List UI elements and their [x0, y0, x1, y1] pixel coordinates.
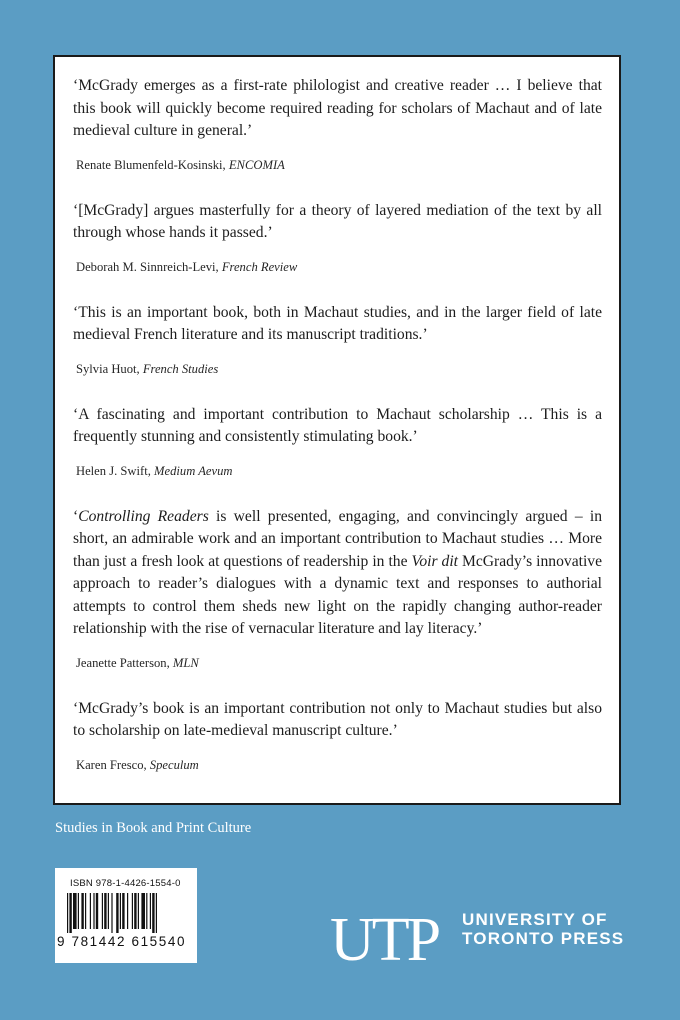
utp-logo-icon	[330, 905, 450, 965]
barcode-digits: 9 781442 615540	[57, 934, 187, 949]
blurb-quote: ‘[McGrady] argues masterfully for a theory of layered mediation of the text by all through whose hands it passed.’	[73, 201, 602, 241]
blurb-huot	[73, 302, 602, 377]
quote-work-title: Voir dit	[411, 552, 458, 570]
barcode-bar	[69, 893, 71, 933]
blurb-author: Karen Fresco,	[76, 757, 150, 772]
blurb-source: MLN	[172, 655, 199, 670]
blurb-source: French Review	[221, 259, 298, 274]
blurb-author: Deborah M. Sinnreich-Levi,	[76, 259, 222, 274]
barcode-bar	[78, 893, 79, 929]
barcode-bar	[141, 893, 145, 929]
blurb-quote	[73, 506, 602, 641]
quote-middle: is well presented, engaging, and convincingly argued – in short, an admirable work and an important contribution to Machaut studies … More than just a fresh look at questions of readership in the	[73, 507, 602, 570]
blurb-fresco	[73, 698, 602, 773]
quote-book-title: Controlling Readers	[78, 507, 209, 525]
barcode-bar	[122, 893, 124, 929]
barcode-bars	[67, 893, 187, 933]
blurb-source: ENCOMIA	[228, 157, 285, 172]
barcode-bar	[102, 893, 103, 929]
isbn-barcode	[55, 868, 197, 963]
blurb-source: Medium Aevum	[154, 463, 233, 478]
quote-end: McGrady’s innovative approach to reader’s dialogues with a dynamic text and responses to authorial attempts to control them sheds new light on the rapidly changing author-reader relationship with the rise of vernacular literature and lay literacy.’	[73, 552, 602, 637]
barcode-bar	[67, 893, 68, 933]
blurb-attribution	[76, 259, 602, 275]
barcode-bar	[138, 893, 139, 929]
barcode-bar	[120, 893, 121, 929]
blurb-quote: ‘A fascinating and important contribution to Machaut scholarship … This is a frequently stunning and consistently stimulating book.’	[73, 405, 602, 445]
blurb-swift	[73, 404, 602, 479]
quote-open: ‘	[73, 507, 79, 525]
blurb-blumenfeld-kosinski	[73, 75, 602, 173]
barcode-bar	[156, 893, 157, 933]
barcode-bar	[152, 893, 154, 933]
blurb-patterson	[73, 506, 602, 671]
blurb-quote: ‘McGrady’s book is an important contribution not only to Machaut studies but also to scholarship on late-medieval manuscript culture.’	[73, 699, 602, 739]
blurb-author: Helen J. Swift,	[76, 463, 155, 478]
reviews-box	[53, 55, 621, 805]
barcode-bar	[85, 893, 86, 929]
publisher-name-line2: TORONTO PRESS	[462, 929, 625, 948]
utp-logo-text: UTP	[330, 906, 439, 965]
blurb-attribution	[76, 463, 602, 479]
blurb-attribution	[76, 361, 602, 377]
barcode-bar	[116, 893, 118, 933]
barcode-bar	[150, 893, 151, 929]
barcode-bar	[93, 893, 94, 929]
blurb-author: Sylvia Huot,	[76, 361, 143, 376]
barcode-bar	[146, 893, 147, 929]
blurb-author: Renate Blumenfeld-Kosinski,	[76, 157, 229, 172]
blurb-attribution	[76, 757, 602, 773]
blurb-sinnreich-levi	[73, 200, 602, 275]
blurb-author: Jeanette Patterson,	[76, 655, 173, 670]
barcode-bar	[90, 893, 91, 929]
barcode-bar	[108, 893, 109, 929]
publisher-name-line1: UNIVERSITY OF	[462, 910, 608, 929]
barcode-bar	[73, 893, 77, 929]
barcode-bar	[132, 893, 133, 929]
series-title: Studies in Book and Print Culture	[55, 820, 252, 836]
blurb-source: Speculum	[149, 757, 199, 772]
blurb-quote: ‘McGrady emerges as a first-rate philologist and creative reader … I believe that this book will quickly become required reading for scholars of Machaut and of late medieval culture in general.’	[73, 77, 602, 139]
barcode-bar	[81, 893, 83, 929]
barcode-bar	[96, 893, 98, 929]
blurb-quote: ‘This is an important book, both in Machaut studies, and in the larger field of late medieval French literature and its manuscript traditions.’	[73, 303, 602, 343]
barcode-bar	[104, 893, 106, 929]
blurb-attribution	[76, 655, 602, 671]
isbn-label: ISBN 978-1-4426-1554-0	[70, 878, 181, 889]
barcode-bar	[127, 893, 128, 929]
publisher-name	[462, 910, 632, 948]
barcode-bar	[111, 893, 112, 933]
blurb-source: French Studies	[142, 361, 219, 376]
blurb-attribution	[76, 157, 602, 173]
barcode-bar	[134, 893, 136, 929]
